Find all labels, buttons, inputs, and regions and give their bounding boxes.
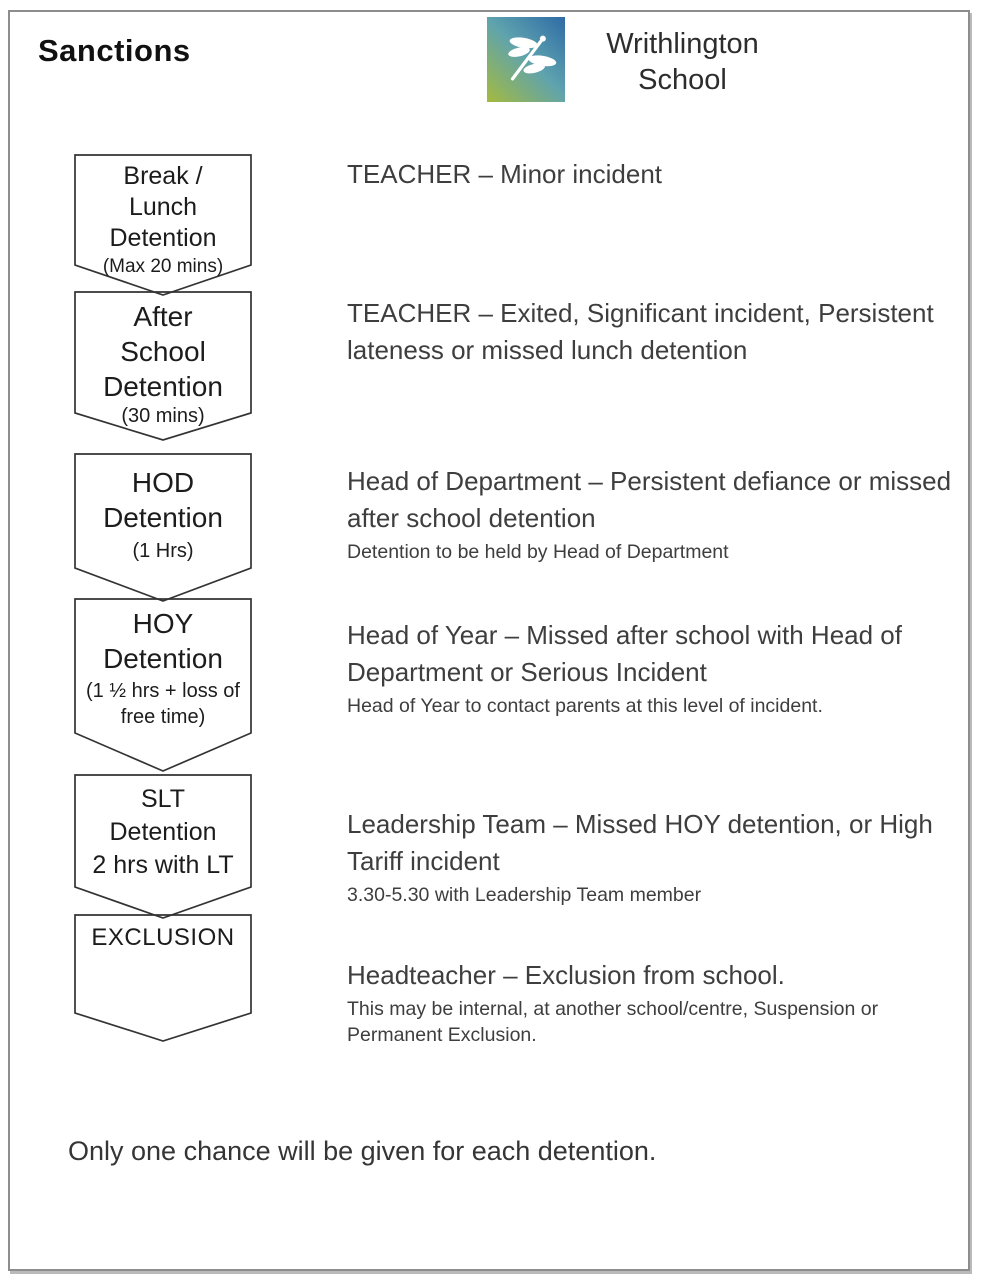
school-name [575,26,790,98]
box-line: Detention [109,224,217,252]
box-line: Detention [103,643,223,674]
desc-sub: Detention to be held by Head of Department [347,541,729,563]
box-line: HOY [132,608,194,639]
sanction-box-exclusion [74,914,252,1042]
desc-main: Head of Year – Missed after school with Head of Department or Serious Incident [347,620,902,687]
sanction-desc-after-school [347,295,952,369]
box-note: (Max 20 mins) [102,256,224,277]
footer-note: Only one chance will be given for each detention. [68,1136,657,1166]
sanction-box-after-school [74,291,252,441]
box-line: SLT [141,785,185,813]
school-logo [487,17,565,102]
box-line: Lunch [128,193,198,221]
sanction-desc-hod [347,463,952,565]
box-line: Detention [103,371,223,402]
desc-main: TEACHER – Exited, Significant incident, Persistent lateness or missed lunch detention [347,298,934,365]
box-line: Detention [103,502,223,533]
sanction-desc-hoy [347,617,952,719]
desc-main: TEACHER – Minor incident [347,159,662,189]
desc-main: Headteacher – Exclusion from school. [347,960,785,990]
box-line: HOD [131,467,195,498]
box-line: School [120,336,206,367]
box-note: (1 ½ hrs + loss of free time) [86,680,240,728]
page-title: Sanctions [38,33,191,68]
box-line: EXCLUSION [91,924,235,951]
desc-main: Leadership Team – Missed HOY detention, or High Tariff incident [347,809,933,876]
sanction-desc-exclusion [347,957,952,1048]
box-note: (1 Hrs) [132,540,194,562]
school-name-line1: Writhlington [606,28,759,60]
sanction-box-hod [74,453,252,602]
sanction-desc-slt [347,806,952,908]
box-line: 2 hrs with LT [92,851,234,879]
desc-main: Head of Department – Persistent defiance or missed after school detention [347,466,952,533]
desc-sub: 3.30-5.30 with Leadership Team member [347,884,702,906]
desc-sub: This may be internal, at another school/centre, Suspension or Permanent Exclusion. [347,998,879,1046]
box-line: After [133,301,193,332]
sanction-box-hoy [74,598,252,772]
box-note: (30 mins) [121,405,205,427]
desc-sub: Head of Year to contact parents at this level of incident. [347,695,823,717]
sanction-desc-break-lunch [347,156,952,193]
box-line: Detention [109,818,217,846]
school-name-line2: School [638,64,727,96]
sanction-box-break-lunch [74,154,252,296]
sanction-box-slt [74,774,252,919]
box-line: Break / [123,162,203,190]
